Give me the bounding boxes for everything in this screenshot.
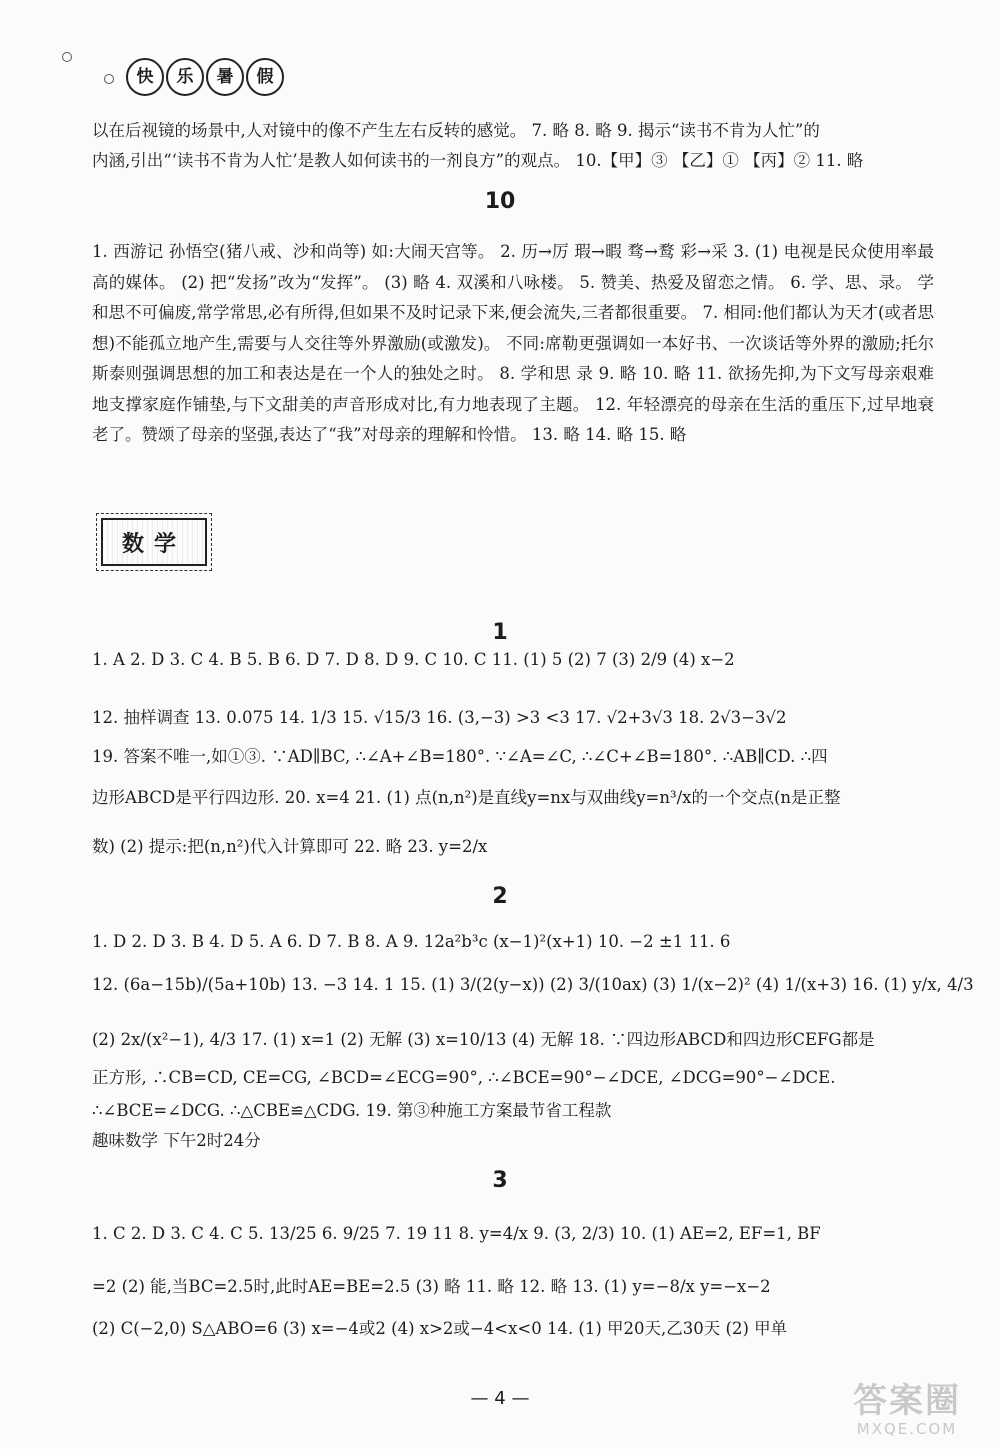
unit-title: 1 bbox=[492, 620, 508, 645]
page-number: — 4 — bbox=[470, 1388, 530, 1409]
answer-line: (2) C(−2,0) S△ABO=6 (3) x=−4或2 (4) x>2或−4<x<0 14. (1) 甲20天,乙30天 (2) 甲单 bbox=[92, 1319, 788, 1338]
answer-line: =2 (2) 能,当BC=2.5时,此时AE=BE=2.5 (3) 略 11. 略 12. 略 13. (1) y=−8/x y=−x−2 bbox=[92, 1277, 771, 1296]
decor-dot bbox=[104, 74, 114, 84]
answer-line: 趣味数学 下午2时24分 bbox=[92, 1131, 261, 1150]
section-heading-math: 数学 bbox=[101, 518, 207, 566]
logo-char: 快 bbox=[126, 58, 164, 96]
answer-line: 12. 抽样调查 13. 0.075 14. 1/3 15. √15/3 16. (3,−3) >3 <3 17. √2+3√3 18. 2√3−3√2 bbox=[92, 708, 787, 727]
answer-line: 正方形, ∴CB=CD, CE=CG, ∠BCD=∠ECG=90°, ∴∠BCE=90°−∠DCE, ∠DCG=90°−∠DCE. bbox=[92, 1068, 836, 1087]
answer-line: 内涵,引出“‘读书不肯为人忙’是教人如何读书的一剂良方”的观点。 10.【甲】③ 【乙】① 【丙】② 11. 略 bbox=[92, 151, 864, 170]
answer-line: 1. D 2. D 3. B 4. D 5. A 6. D 7. B 8. A 9. 12a²b³c (x−1)²(x+1) 10. −2 ±1 11. 6 bbox=[92, 932, 731, 951]
answer-line: 数) (2) 提示:把(n,n²)代入计算即可 22. 略 23. y=2/x bbox=[92, 837, 488, 856]
answer-line: 以在后视镜的场景中,人对镜中的像不产生左右反转的感觉。 7. 略 8. 略 9. 揭示“读书不肯为人忙”的 bbox=[92, 121, 820, 140]
answer-line: 19. 答案不唯一,如①③. ∵AD∥BC, ∴∠A+∠B=180°. ∵∠A=∠C, ∴∠C+∠B=180°. ∴AB∥CD. ∴四 bbox=[92, 747, 828, 766]
watermark-text: 答案圈 bbox=[853, 1381, 961, 1421]
answer-line: 12. (6a−15b)/(5a+10b) 13. −3 14. 1 15. (1) 3/(2(y−x)) (2) 3/(10ax) (3) 1/(x−2)² (4) 1/(x+3) 16. (1) y/x, 4/3 bbox=[92, 975, 974, 994]
unit-title: 2 bbox=[492, 884, 508, 909]
unit-title: 10 bbox=[484, 189, 516, 214]
watermark-url: MXQE.COM bbox=[856, 1420, 958, 1438]
logo-char: 假 bbox=[246, 58, 284, 96]
answer-line: 边形ABCD是平行四边形. 20. x=4 21. (1) 点(n,n²)是直线y=nx与双曲线y=n³/x的一个交点(n是正整 bbox=[92, 788, 841, 807]
watermark-logo bbox=[832, 1382, 982, 1442]
header-logo bbox=[62, 52, 282, 100]
unit-10-answers: 1. 西游记 孙悟空(猪八戒、沙和尚等) 如:大闹天宫等。 2. 历→厉 瑕→暇 骛→鹜 彩→采 3. (1) 电视是民众使用率最高的媒体。 (2) 把“发扬”改为“发挥”。 (3) 略 4. 双溪和八咏楼。 5. 赞美、热爱及留恋之情。 6. 学、思、录。 学和思不可偏废,常学常思,必有所得,但如果不及时记录下来,便会流失,三者都很重要。 7. 相同:他们都认为天才(或者思想)不能孤立地产生,需要与人交往等外界激励(或激发)。 不同:席勒更强调如一本好书、一次谈话等外界的激励;托尔斯泰则强调思想的加工和表达是在一个人的独处之时。 8. 学和思 录 9. 略 10. 略 11. 欲扬先抑,为下文写母亲艰难地支撑家庭作铺垫,与下文甜美的声音形成对比,有力地表现了主题。 12. 年轻漂亮的母亲在生活的重压下,过早地衰老了。赞颂了母亲的坚强,表达了“我”对母亲的理解和怜惜。 13. 略 14. 略 15. 略 bbox=[92, 242, 934, 444]
answer-line: 1. A 2. D 3. C 4. B 5. B 6. D 7. D 8. D 9. C 10. C 11. (1) 5 (2) 7 (3) 2/9 (4) x−2 bbox=[92, 650, 735, 669]
decor-dot bbox=[62, 52, 72, 62]
answer-line: 1. C 2. D 3. C 4. C 5. 13/25 6. 9/25 7. 19 11 8. y=4/x 9. (3, 2/3) 10. (1) AE=2, EF=1, BF bbox=[92, 1224, 821, 1243]
logo-char: 乐 bbox=[166, 58, 204, 96]
unit-title: 3 bbox=[492, 1168, 508, 1193]
answer-line: ∴∠BCE=∠DCG. ∴△CBE≌△CDG. 19. 第③种施工方案最节省工程款 bbox=[92, 1101, 612, 1120]
answer-line: (2) 2x/(x²−1), 4/3 17. (1) x=1 (2) 无解 (3) x=10/13 (4) 无解 18. ∵四边形ABCD和四边形CEFG都是 bbox=[92, 1030, 875, 1049]
logo-char: 暑 bbox=[206, 58, 244, 96]
